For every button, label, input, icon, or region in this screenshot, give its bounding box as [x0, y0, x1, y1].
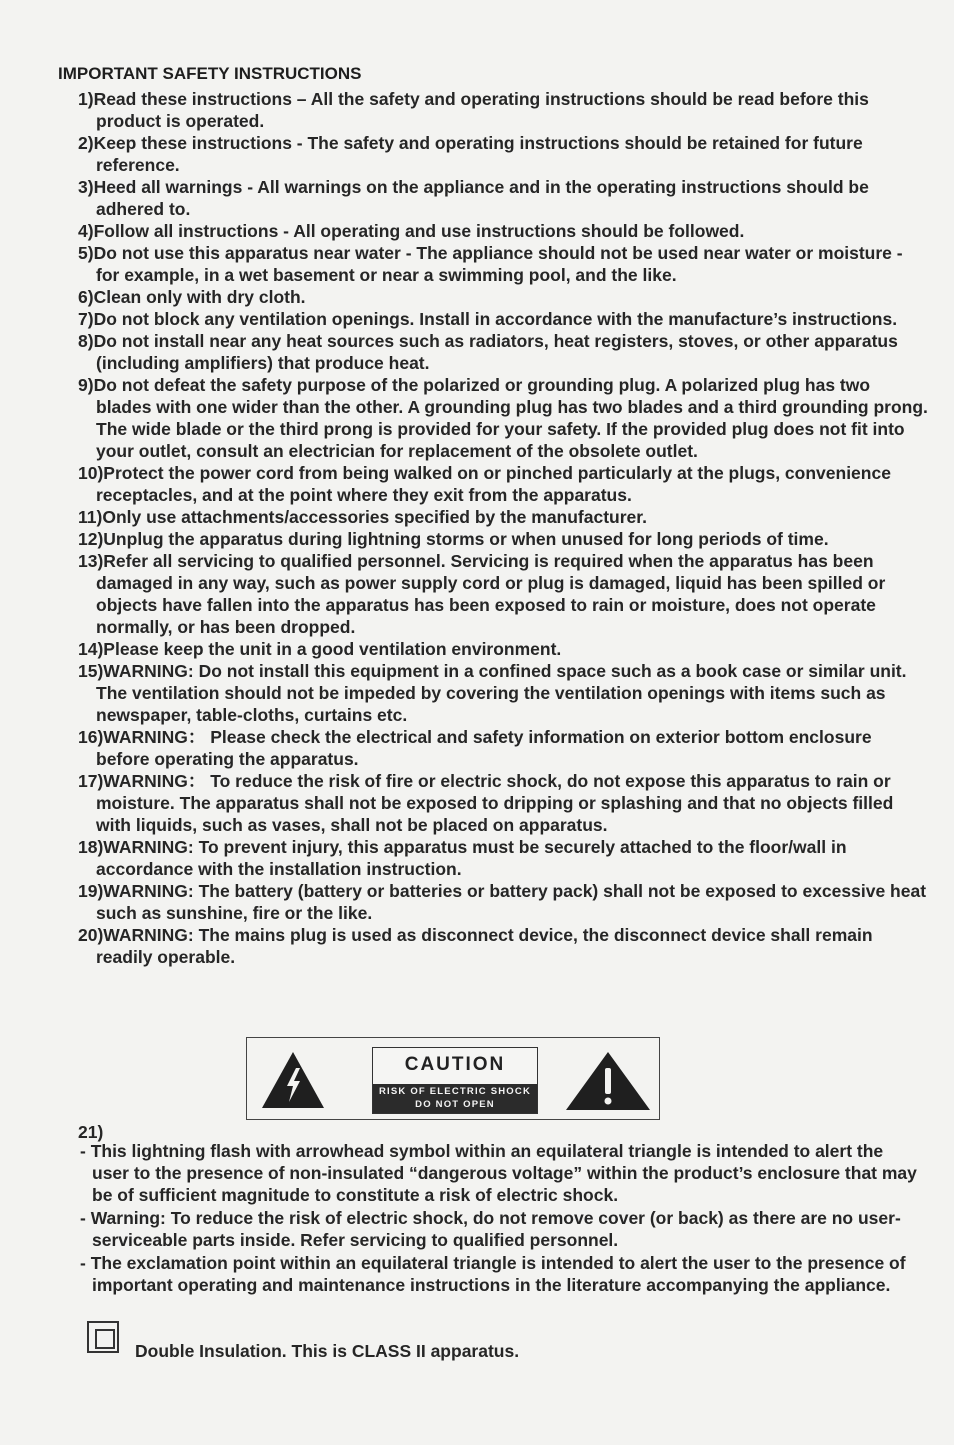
instruction-item	[78, 660, 928, 726]
caution-warning-bar	[373, 1084, 537, 1113]
instruction-text: Clean only with dry cloth.	[93, 287, 306, 307]
instruction-item	[78, 528, 928, 550]
instruction-item	[78, 462, 928, 506]
instruction-text: Do not defeat the safety purpose of the polarized or grounding plug. A polarized plug has two blades with one wider than the other. A grounding plug has two blades and a third grounding prong. The wide blade or the third prong is provided for your safety. If the provided plug does not fit into your outlet, consult an electrician for replacement of the obsolete outlet.	[93, 375, 928, 461]
caution-line-1: RISK OF ELECTRIC SHOCK	[378, 1086, 531, 1097]
instruction-item	[78, 330, 928, 374]
instruction-item	[78, 880, 928, 924]
double-insulation-icon	[87, 1321, 119, 1353]
instruction-number: 14)	[78, 639, 104, 659]
instruction-number: 7)	[78, 309, 94, 329]
instruction-number: 1)	[78, 89, 94, 109]
instruction-number: 12)	[78, 529, 104, 549]
instruction-item	[78, 374, 928, 462]
instruction-number: 19)	[78, 881, 104, 901]
instruction-text: WARNING: To prevent injury, this apparatus must be securely attached to the floor/wall in accordance with the installation instruction.	[96, 837, 847, 879]
instructions-list	[78, 88, 928, 968]
instruction-item	[78, 220, 928, 242]
instruction-item	[78, 242, 928, 286]
caution-label	[372, 1047, 538, 1114]
instruction-text: Only use attachments/accessories specified by the manufacturer.	[102, 507, 647, 527]
instruction-text: Unplug the apparatus during lightning storms or when unused for long periods of time.	[103, 529, 829, 549]
instruction-item	[78, 770, 928, 836]
instruction-text: WARNING： Please check the electrical and safety information on exterior bottom enclosure before operating the apparatus.	[96, 727, 872, 769]
instruction-text: Heed all warnings - All warnings on the appliance and in the operating instructions should be adhered to.	[93, 177, 869, 219]
instruction-number: 20)	[78, 925, 104, 945]
instruction-item	[78, 638, 928, 660]
instruction-item	[78, 308, 928, 330]
instruction-text: Refer all servicing to qualified personnel. Servicing is required when the apparatus has been damaged in any way, such as power supply cord or plug is damaged, liquid has been spilled or objects have fallen into the apparatus has been exposed to rain or moisture, does not operate normally, or has been dropped.	[96, 551, 886, 637]
bullet-item: - Warning: To reduce the risk of electric shock, do not remove cover (or back) as there are no user-serviceable parts inside. Refer servicing to qualified personnel.	[80, 1208, 901, 1250]
instruction-item	[78, 286, 928, 308]
instruction-number: 9)	[78, 375, 94, 395]
instruction-number: 15)	[78, 661, 104, 681]
instruction-text: Follow all instructions - All operating and use instructions should be followed.	[93, 221, 745, 241]
instruction-text: WARNING: The battery (battery or batteries or battery pack) shall not be exposed to excessive heat such as sunshine, fire or the like.	[96, 881, 927, 923]
instruction-text: Do not block any ventilation openings. Install in accordance with the manufacture’s instructions.	[93, 309, 898, 329]
instruction-number: 8)	[78, 331, 94, 351]
instruction-text: Read these instructions – All the safety and operating instructions should be read before this product is operated.	[93, 89, 869, 131]
bullet-item: - The exclamation point within an equilateral triangle is intended to alert the user to the presence of important operating and maintenance instructions in the literature accompanying the appliance.	[80, 1253, 906, 1295]
bullet-item: - This lightning flash with arrowhead symbol within an equilateral triangle is intended to alert the user to the presence of non-insulated “dangerous voltage” within the product’s enclosure that may be of sufficient magnitude to constitute a risk of electric shock.	[80, 1141, 917, 1205]
instruction-text: WARNING: Do not install this equipment in a confined space such as a book case or similar unit. The ventilation should not be impeded by covering the ventilation openings with items such as newspaper, table-cloths, curtains etc.	[96, 661, 907, 725]
instruction-number: 16)	[78, 727, 104, 747]
instruction-item	[78, 924, 928, 968]
instruction-item	[78, 550, 928, 638]
instruction-item	[78, 836, 928, 880]
page-title: IMPORTANT SAFETY INSTRUCTIONS	[58, 64, 362, 83]
instruction-text: Keep these instructions - The safety and operating instructions should be retained for future reference.	[93, 133, 863, 175]
instruction-number: 11)	[78, 507, 103, 527]
instruction-number: 13)	[78, 551, 104, 571]
instruction-number: 18)	[78, 837, 104, 857]
instruction-item	[78, 132, 928, 176]
caution-title: CAUTION	[404, 1054, 506, 1075]
instruction-number: 4)	[78, 221, 94, 241]
caution-label-box	[246, 1037, 660, 1120]
instruction-number: 10)	[78, 463, 104, 483]
instruction-item	[78, 88, 928, 132]
section-21-number: 21)	[78, 1122, 104, 1142]
instruction-number: 6)	[78, 287, 94, 307]
instruction-text: Protect the power cord from being walked on or pinched particularly at the plugs, convenience receptacles, and at the point where they exit from the apparatus.	[96, 463, 891, 505]
instruction-text: Please keep the unit in a good ventilation environment.	[103, 639, 562, 659]
double-insulation-text: Double Insulation. This is CLASS II apparatus.	[135, 1341, 520, 1361]
instruction-item	[78, 176, 928, 220]
section-21-bullets	[80, 1140, 920, 1297]
lightning-triangle-icon	[260, 1050, 326, 1110]
instruction-text: Do not install near any heat sources such as radiators, heat registers, stoves, or other apparatus (including amplifiers) that produce heat.	[93, 331, 898, 373]
instruction-text: WARNING： To reduce the risk of fire or electric shock, do not expose this apparatus to rain or moisture. The apparatus shall not be exposed to dripping or splashing and that no objects filled with liquids, such as vases, shall not be placed on apparatus.	[96, 771, 894, 835]
instruction-item	[78, 726, 928, 770]
caution-line-2: DO NOT OPEN	[415, 1099, 495, 1110]
instruction-number: 5)	[78, 243, 94, 263]
exclamation-triangle-icon	[564, 1050, 652, 1112]
instruction-number: 3)	[78, 177, 94, 197]
instruction-number: 2)	[78, 133, 94, 153]
instruction-number: 17)	[78, 771, 104, 791]
instruction-item	[78, 506, 928, 528]
instruction-text: Do not use this apparatus near water - The appliance should not be used near water or moisture - for example, in a wet basement or near a swimming pool, and the like.	[93, 243, 903, 285]
instruction-text: WARNING: The mains plug is used as disconnect device, the disconnect device shall remain readily operable.	[96, 925, 873, 967]
